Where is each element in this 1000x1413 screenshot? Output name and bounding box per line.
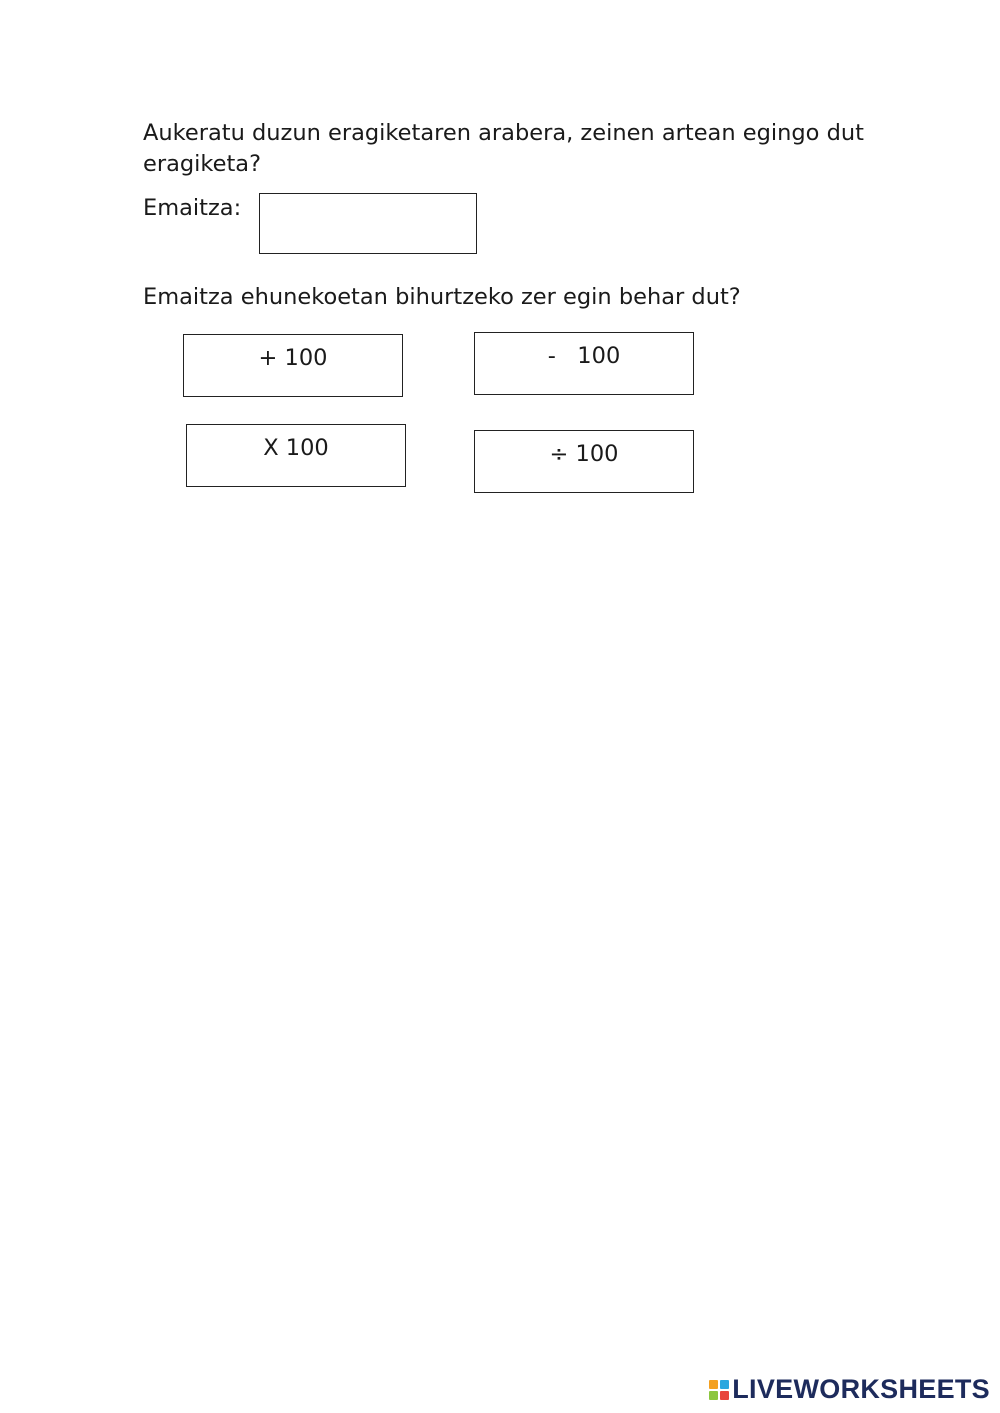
option-divide-100-label: ÷ 100: [549, 441, 619, 467]
logo-square-2: [720, 1380, 729, 1389]
question-percent-conversion: Emaitza ehunekoetan bihurtzeko zer egin behar dut?: [143, 284, 741, 310]
option-plus-100-label: + 100: [258, 345, 328, 371]
option-minus-100-label: - 100: [547, 343, 621, 369]
option-times-100-label: X 100: [263, 435, 329, 461]
question-operands: Aukeratu duzun eragiketaren arabera, zeinen artean egingo dut eragiketa?: [143, 120, 864, 177]
option-divide-100[interactable]: [474, 430, 694, 493]
liveworksheets-brand: [709, 1374, 990, 1405]
result-input[interactable]: [259, 193, 477, 254]
logo-square-1: [709, 1380, 718, 1389]
option-minus-100[interactable]: [474, 332, 694, 395]
brand-name: LIVEWORKSHEETS: [732, 1374, 990, 1404]
result-label: Emaitza:: [143, 195, 242, 221]
logo-square-4: [720, 1391, 729, 1400]
option-plus-100[interactable]: [183, 334, 403, 397]
logo-square-3: [709, 1391, 718, 1400]
option-times-100[interactable]: [186, 424, 406, 487]
liveworksheets-logo-icon: [709, 1380, 729, 1400]
